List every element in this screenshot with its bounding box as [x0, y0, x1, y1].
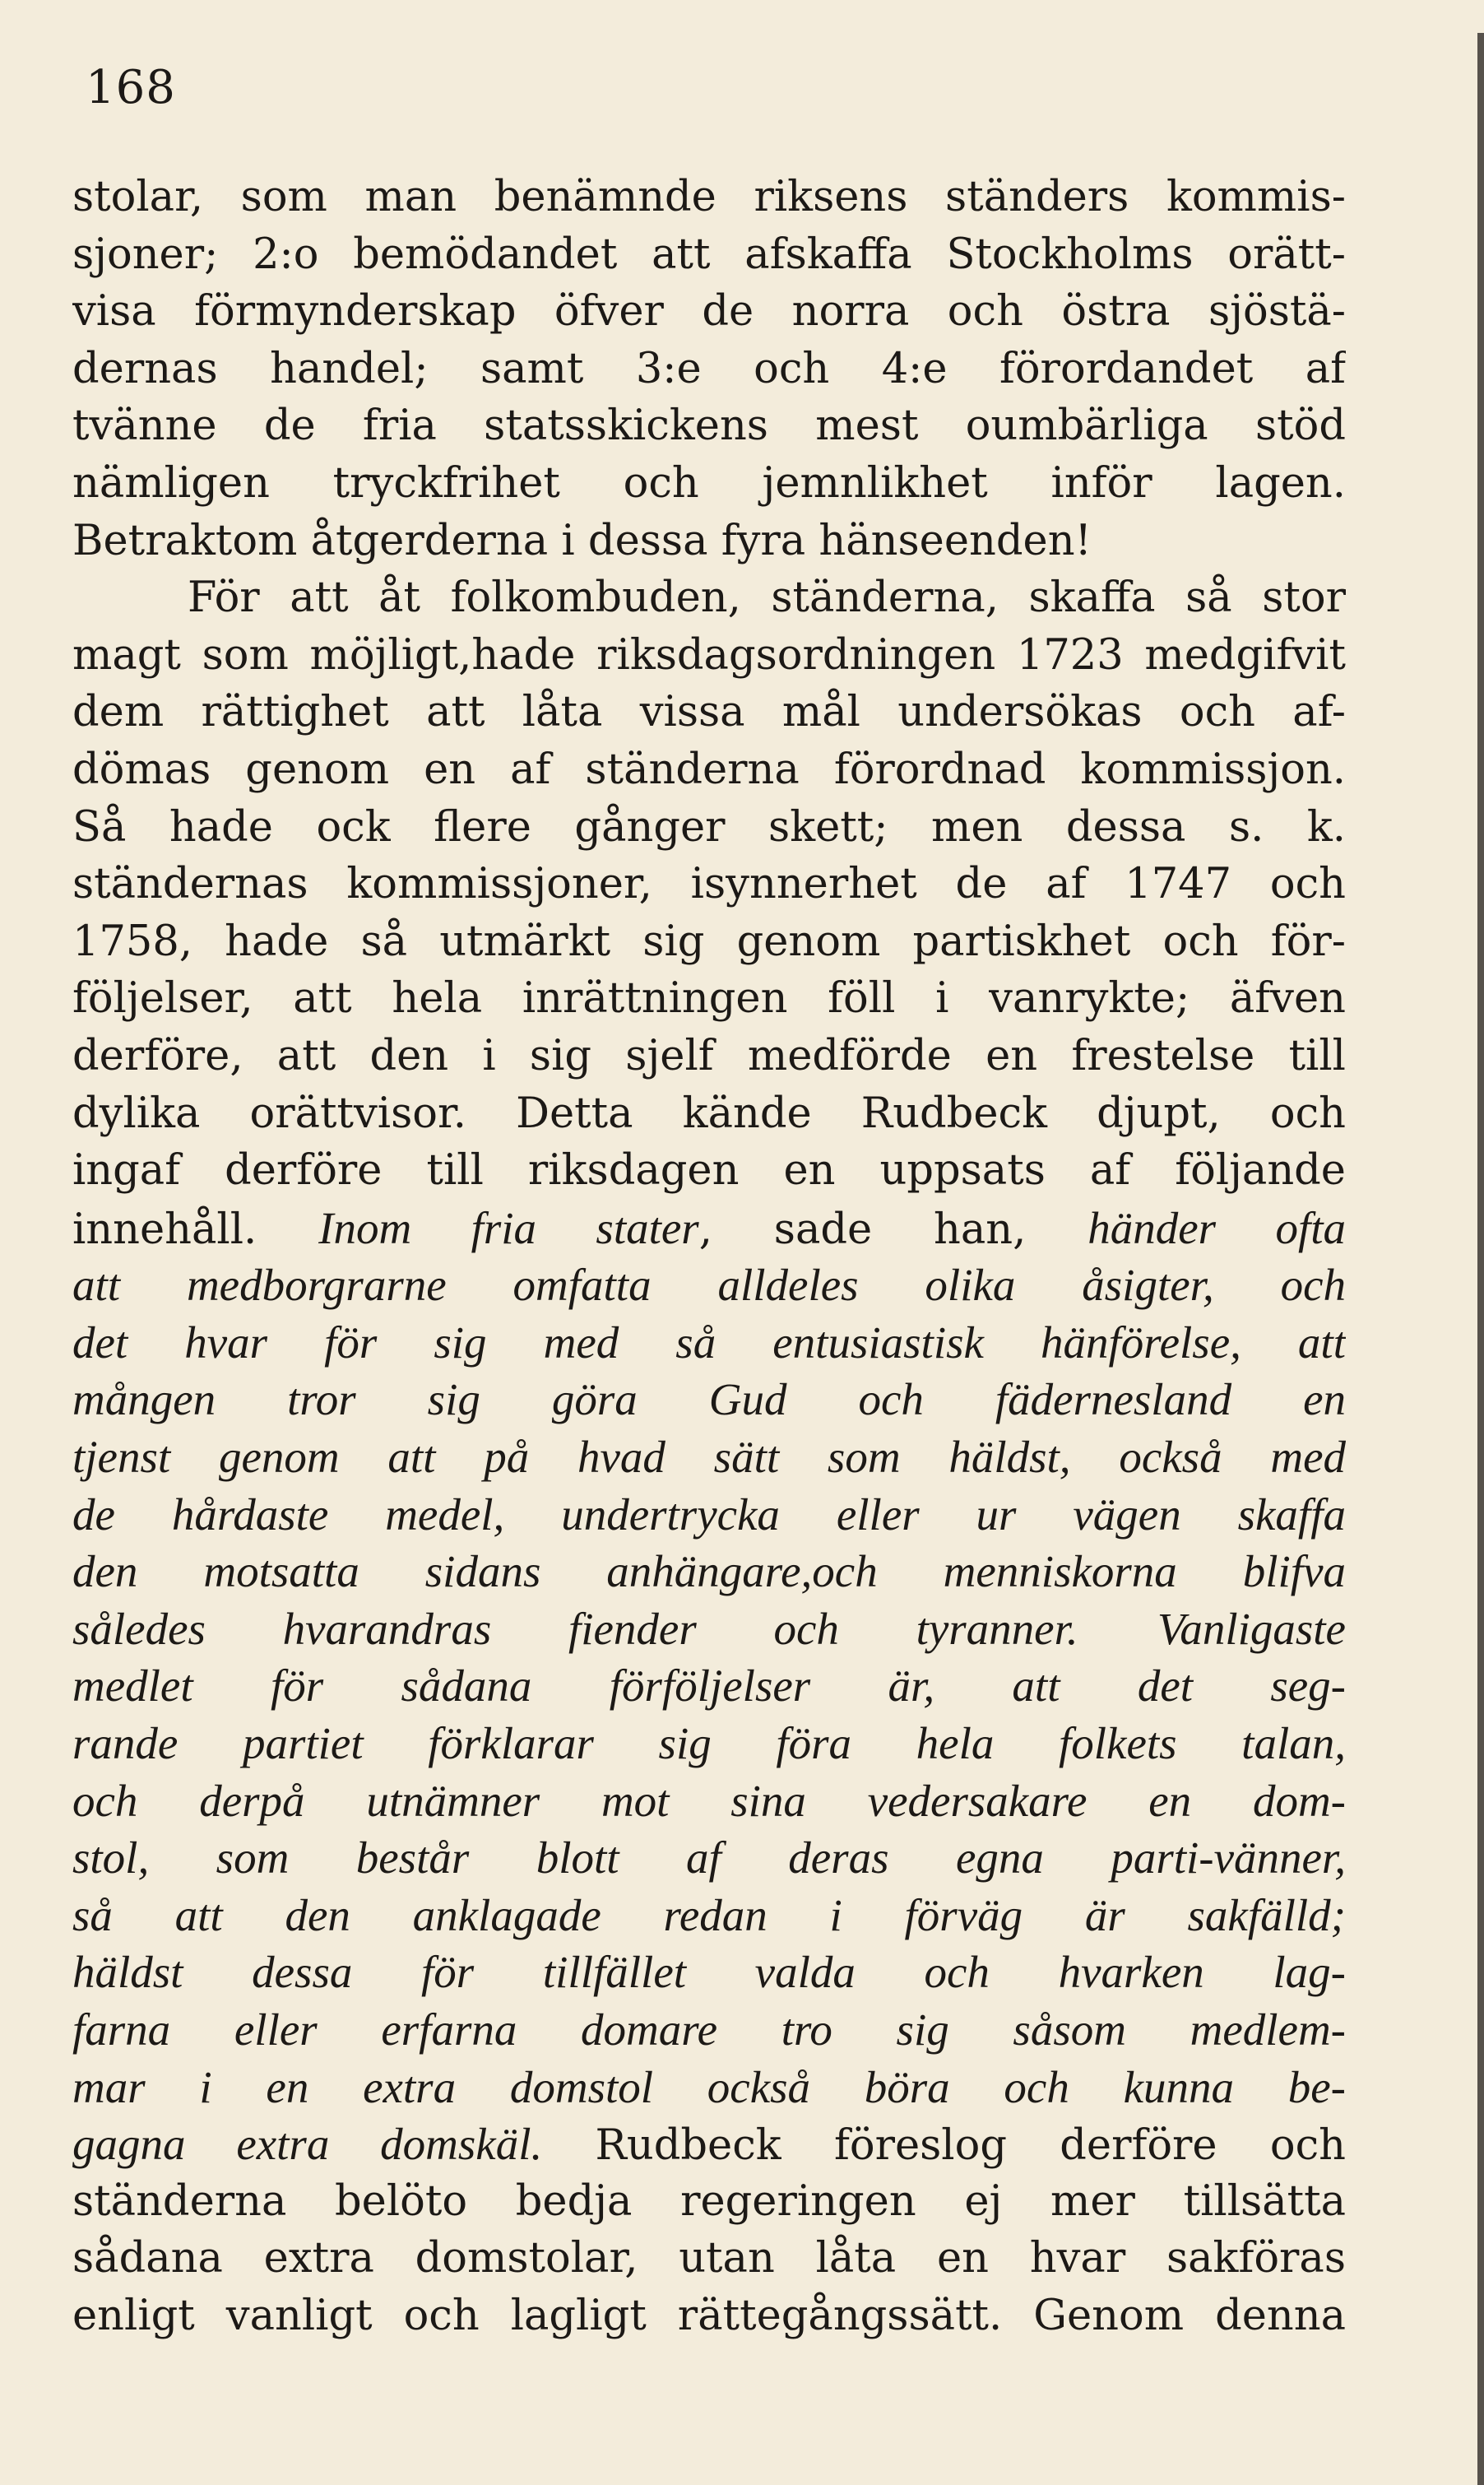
text-segment: 1758, hade så utmärkt sig genom partiskhet och för-: [72, 917, 1346, 966]
italic-text: att medborgrarne omfatta alldeles olika åsigter, och: [72, 1260, 1346, 1311]
text-segment: Så hade ock flere gånger skett; men dessa s. k.: [72, 802, 1346, 852]
text-line: [72, 1200, 1346, 1257]
text-segment: dylika orättvisor. Detta kände Rudbeck djupt, och: [72, 1089, 1346, 1138]
text-line: [72, 1486, 1346, 1544]
text-line: [72, 1715, 1346, 1772]
text-segment: innehåll.: [72, 1205, 319, 1254]
italic-text: farna eller erfarna domare tro sig såsom medlem-: [72, 2004, 1346, 2055]
text-line: [72, 513, 1346, 570]
text-segment: Betraktom åtgerderna i dessa fyra hänseenden!: [72, 516, 1092, 565]
text-segment: dem rättighet att låta vissa mål undersökas och af-: [72, 688, 1346, 737]
text-line: [72, 1772, 1346, 1830]
italic-text: de hårdaste medel, undertrycka eller ur vägen skaffa: [72, 1489, 1346, 1540]
text-segment: [1078, 1606, 1157, 1655]
italic-text: häldst dessa för tillfället valda och hvarken lag-: [72, 1947, 1346, 1998]
text-line: [72, 627, 1346, 685]
text-line: [72, 799, 1346, 857]
text-line: [72, 226, 1346, 284]
text-segment: dernas handel; samt 3:e och 4:e förordandet af: [72, 344, 1346, 393]
italic-text: stol, som består blott af deras egna parti-vänner,: [72, 1832, 1346, 1883]
text-line: [72, 1142, 1346, 1200]
text-segment: ingaf derföre till riksdagen en uppsats af följande: [72, 1146, 1346, 1196]
text-line: [72, 169, 1346, 226]
text-segment: visa förmynderskap öfver de norra och östra sjöstä-: [72, 287, 1346, 337]
italic-text: Vanligaste: [1157, 1603, 1346, 1654]
text-line: [72, 1543, 1346, 1600]
text-segment: enligt vanligt och lagligt rättegångssätt. Genom denna: [72, 2291, 1346, 2340]
text-segment: sjoner; 2:o bemödandet att afskaffa Stockholms orätt-: [72, 230, 1346, 279]
text-segment: magt som möjligt,hade riksdagsordningen 1723 medgifvit: [72, 630, 1346, 680]
text-segment: följelser, att hela inrättningen föll i vanrykte; äfven: [72, 974, 1346, 1024]
text-segment: nämligen tryckfrihet och jemnlikhet inför lagen.: [72, 458, 1346, 508]
text-segment: ständernas kommissjoner, isynnerhet de af 1747 och: [72, 860, 1346, 909]
text-line: [72, 1371, 1346, 1428]
italic-text: gagna extra domskäl.: [72, 2119, 543, 2170]
text-line: [72, 2173, 1346, 2231]
body-text: [72, 169, 1346, 2345]
text-segment: tvänne de fria statsskickens mest oumbärliga stöd: [72, 402, 1346, 451]
italic-text: medlet för sådana förföljelser är, att det seg-: [72, 1661, 1346, 1712]
text-line: [72, 397, 1346, 455]
text-line: [72, 283, 1346, 341]
text-line: [72, 455, 1346, 513]
text-segment: sådana extra domstolar, utan låta en hvar sakföras: [72, 2234, 1346, 2283]
text-line: [72, 1887, 1346, 1944]
page-number: 168: [86, 61, 176, 114]
page-edge: [1477, 33, 1484, 2485]
text-line: [72, 1085, 1346, 1143]
italic-text: det hvar för sig med så entusiastisk hänförelse, att: [72, 1317, 1346, 1368]
text-line: [72, 2059, 1346, 2116]
italic-text: mar i en extra domstol också böra och kunna be-: [72, 2061, 1346, 2112]
text-line: [72, 1314, 1346, 1372]
text-line: [72, 1428, 1346, 1486]
text-segment: derföre, att den i sig sjelf medförde en frestelse till: [72, 1031, 1346, 1080]
text-line: [72, 2230, 1346, 2288]
text-line: [72, 569, 1346, 627]
text-segment: ständerna belöto bedja regeringen ej mer tillsätta: [72, 2176, 1346, 2226]
italic-text: rande partiet förklarar sig föra hela folkets talan,: [72, 1718, 1346, 1769]
text-line: [72, 1256, 1346, 1314]
text-line: [72, 1829, 1346, 1887]
text-line: [72, 913, 1346, 971]
text-line: [72, 1657, 1346, 1715]
italic-text: och derpå utnämner mot sina vedersakare en dom-: [72, 1775, 1346, 1826]
text-line: [72, 856, 1346, 913]
text-segment: För att åt folkombuden, ständerna, skaffa så stor: [188, 574, 1346, 623]
italic-text: mången tror sig göra Gud och fädernesland en: [72, 1374, 1346, 1425]
text-line: [72, 741, 1346, 799]
italic-text: händer ofta: [1087, 1202, 1346, 1253]
text-line: [72, 2116, 1346, 2173]
text-segment: dömas genom en af ständerna förordnad kommissjon.: [72, 745, 1346, 794]
text-line: [72, 341, 1346, 398]
italic-text: Inom fria stater: [318, 1202, 699, 1253]
text-segment: Rudbeck föreslog derföre och: [542, 2121, 1346, 2171]
italic-text: så att den anklagade redan i förväg är sakfälld;: [72, 1889, 1346, 1940]
italic-text: således hvarandras fiender och tyranner.: [72, 1603, 1078, 1654]
text-line: [72, 684, 1346, 741]
text-line: [72, 970, 1346, 1028]
text-line: [72, 1028, 1346, 1085]
text-line: [72, 1600, 1346, 1658]
text-line: [72, 2001, 1346, 2059]
text-segment: stolar, som man benämnde riksens ständers kommis-: [72, 173, 1346, 221]
italic-text: tjenst genom att på hvad sätt som häldst, också med: [72, 1432, 1346, 1483]
text-line: [72, 2288, 1346, 2345]
text-line: [72, 1944, 1346, 2001]
text-segment: , sade han,: [698, 1205, 1088, 1254]
italic-text: den motsatta sidans anhängare,och menniskorna blifva: [72, 1546, 1346, 1597]
